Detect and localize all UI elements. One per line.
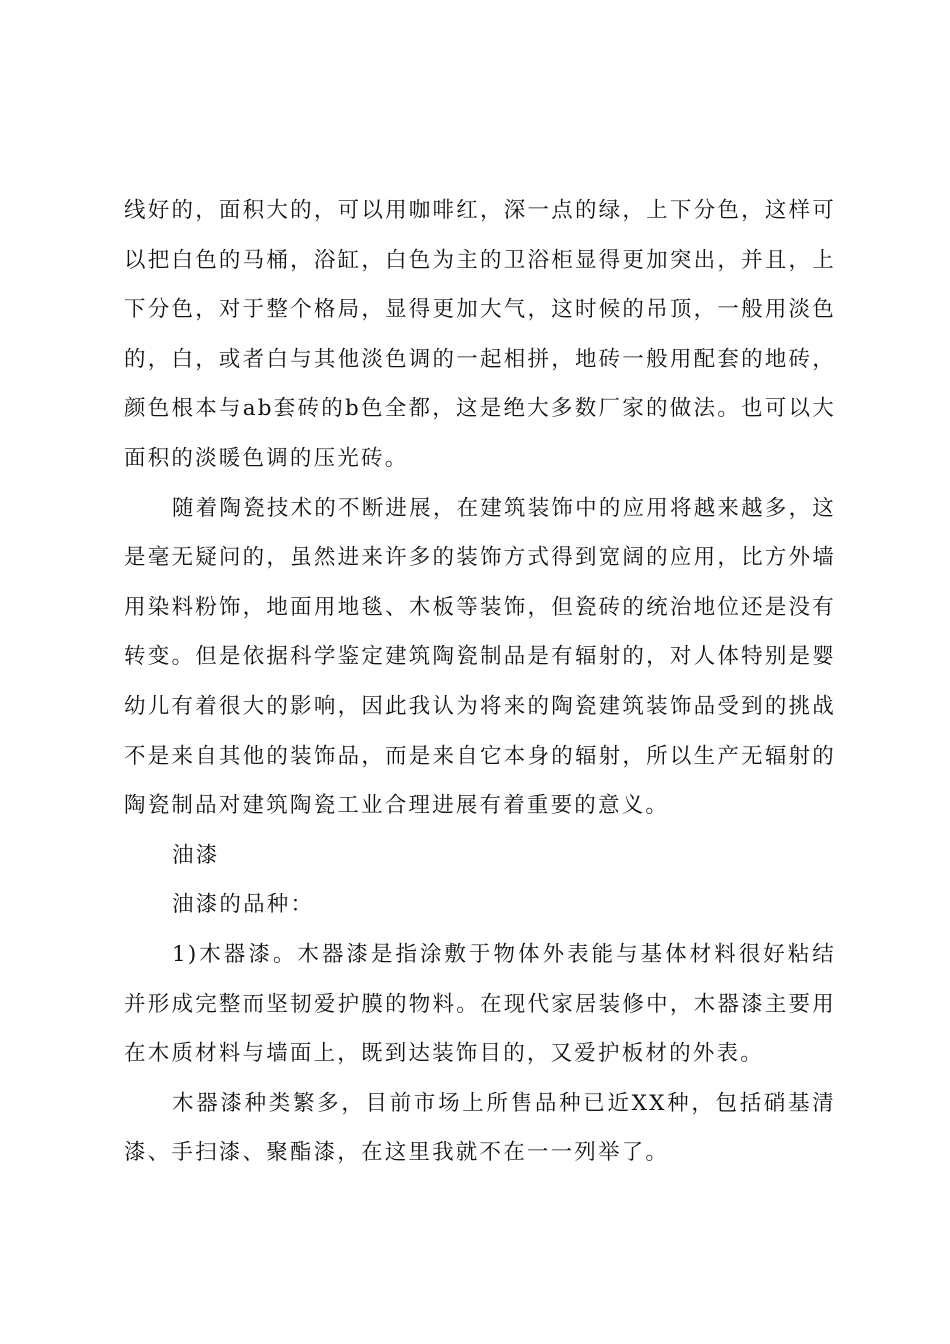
- paragraph-ceramics-development: 随着陶瓷技术的不断进展，在建筑装饰中的应用将越来越多，这是毫无疑问的，虽然进来许多的装饰方式得到宽阔的应用，比方外墙用染料粉饰，地面用地毯、木板等装饰，但瓷砖的统治地位还是没有转变。但是依据科学鉴定建筑陶瓷制品是有辐射的，对人体特别是婴幼儿有着很大的影响，因此我认为将来的陶瓷建筑装饰品受到的挑战不是来自其他的装饰品，而是来自它本身的辐射，所以生产无辐射的陶瓷制品对建筑陶瓷工业合理进展有着重要的意义。: [124, 495, 836, 819]
- paragraph-wood-varnish-types: 木器漆种类繁多，目前市场上所售品种已近XX种，包括硝基清漆、手扫漆、聚酯漆，在这里我就不在一一列举了。: [124, 1090, 836, 1166]
- paragraph-continuation: 线好的，面积大的，可以用咖啡红，深一点的绿，上下分色，这样可以把白色的马桶，浴缸，白色为主的卫浴柜显得更加突出，并且，上下分色，对于整个格局，显得更加大气，这时候的吊顶，一般用淡色的，白，或者白与其他淡色调的一起相拼，地砖一般用配套的地砖，颜色根本与ab套砖的b色全都，这是绝大多数厂家的做法。也可以大面积的淡暖色调的压光砖。: [124, 198, 836, 471]
- paragraph-wood-varnish: 1)木器漆。木器漆是指涂敷于物体外表能与基体材料很好粘结并形成完整而坚韧爱护膜的物料。在现代家居装修中，木器漆主要用在木质材料与墙面上，既到达装饰目的，又爱护板材的外表。: [124, 941, 836, 1067]
- section-heading-paint: 油漆: [172, 842, 220, 868]
- subheading-paint-types: 油漆的品种：: [172, 892, 315, 918]
- document-body: [124, 186, 836, 1178]
